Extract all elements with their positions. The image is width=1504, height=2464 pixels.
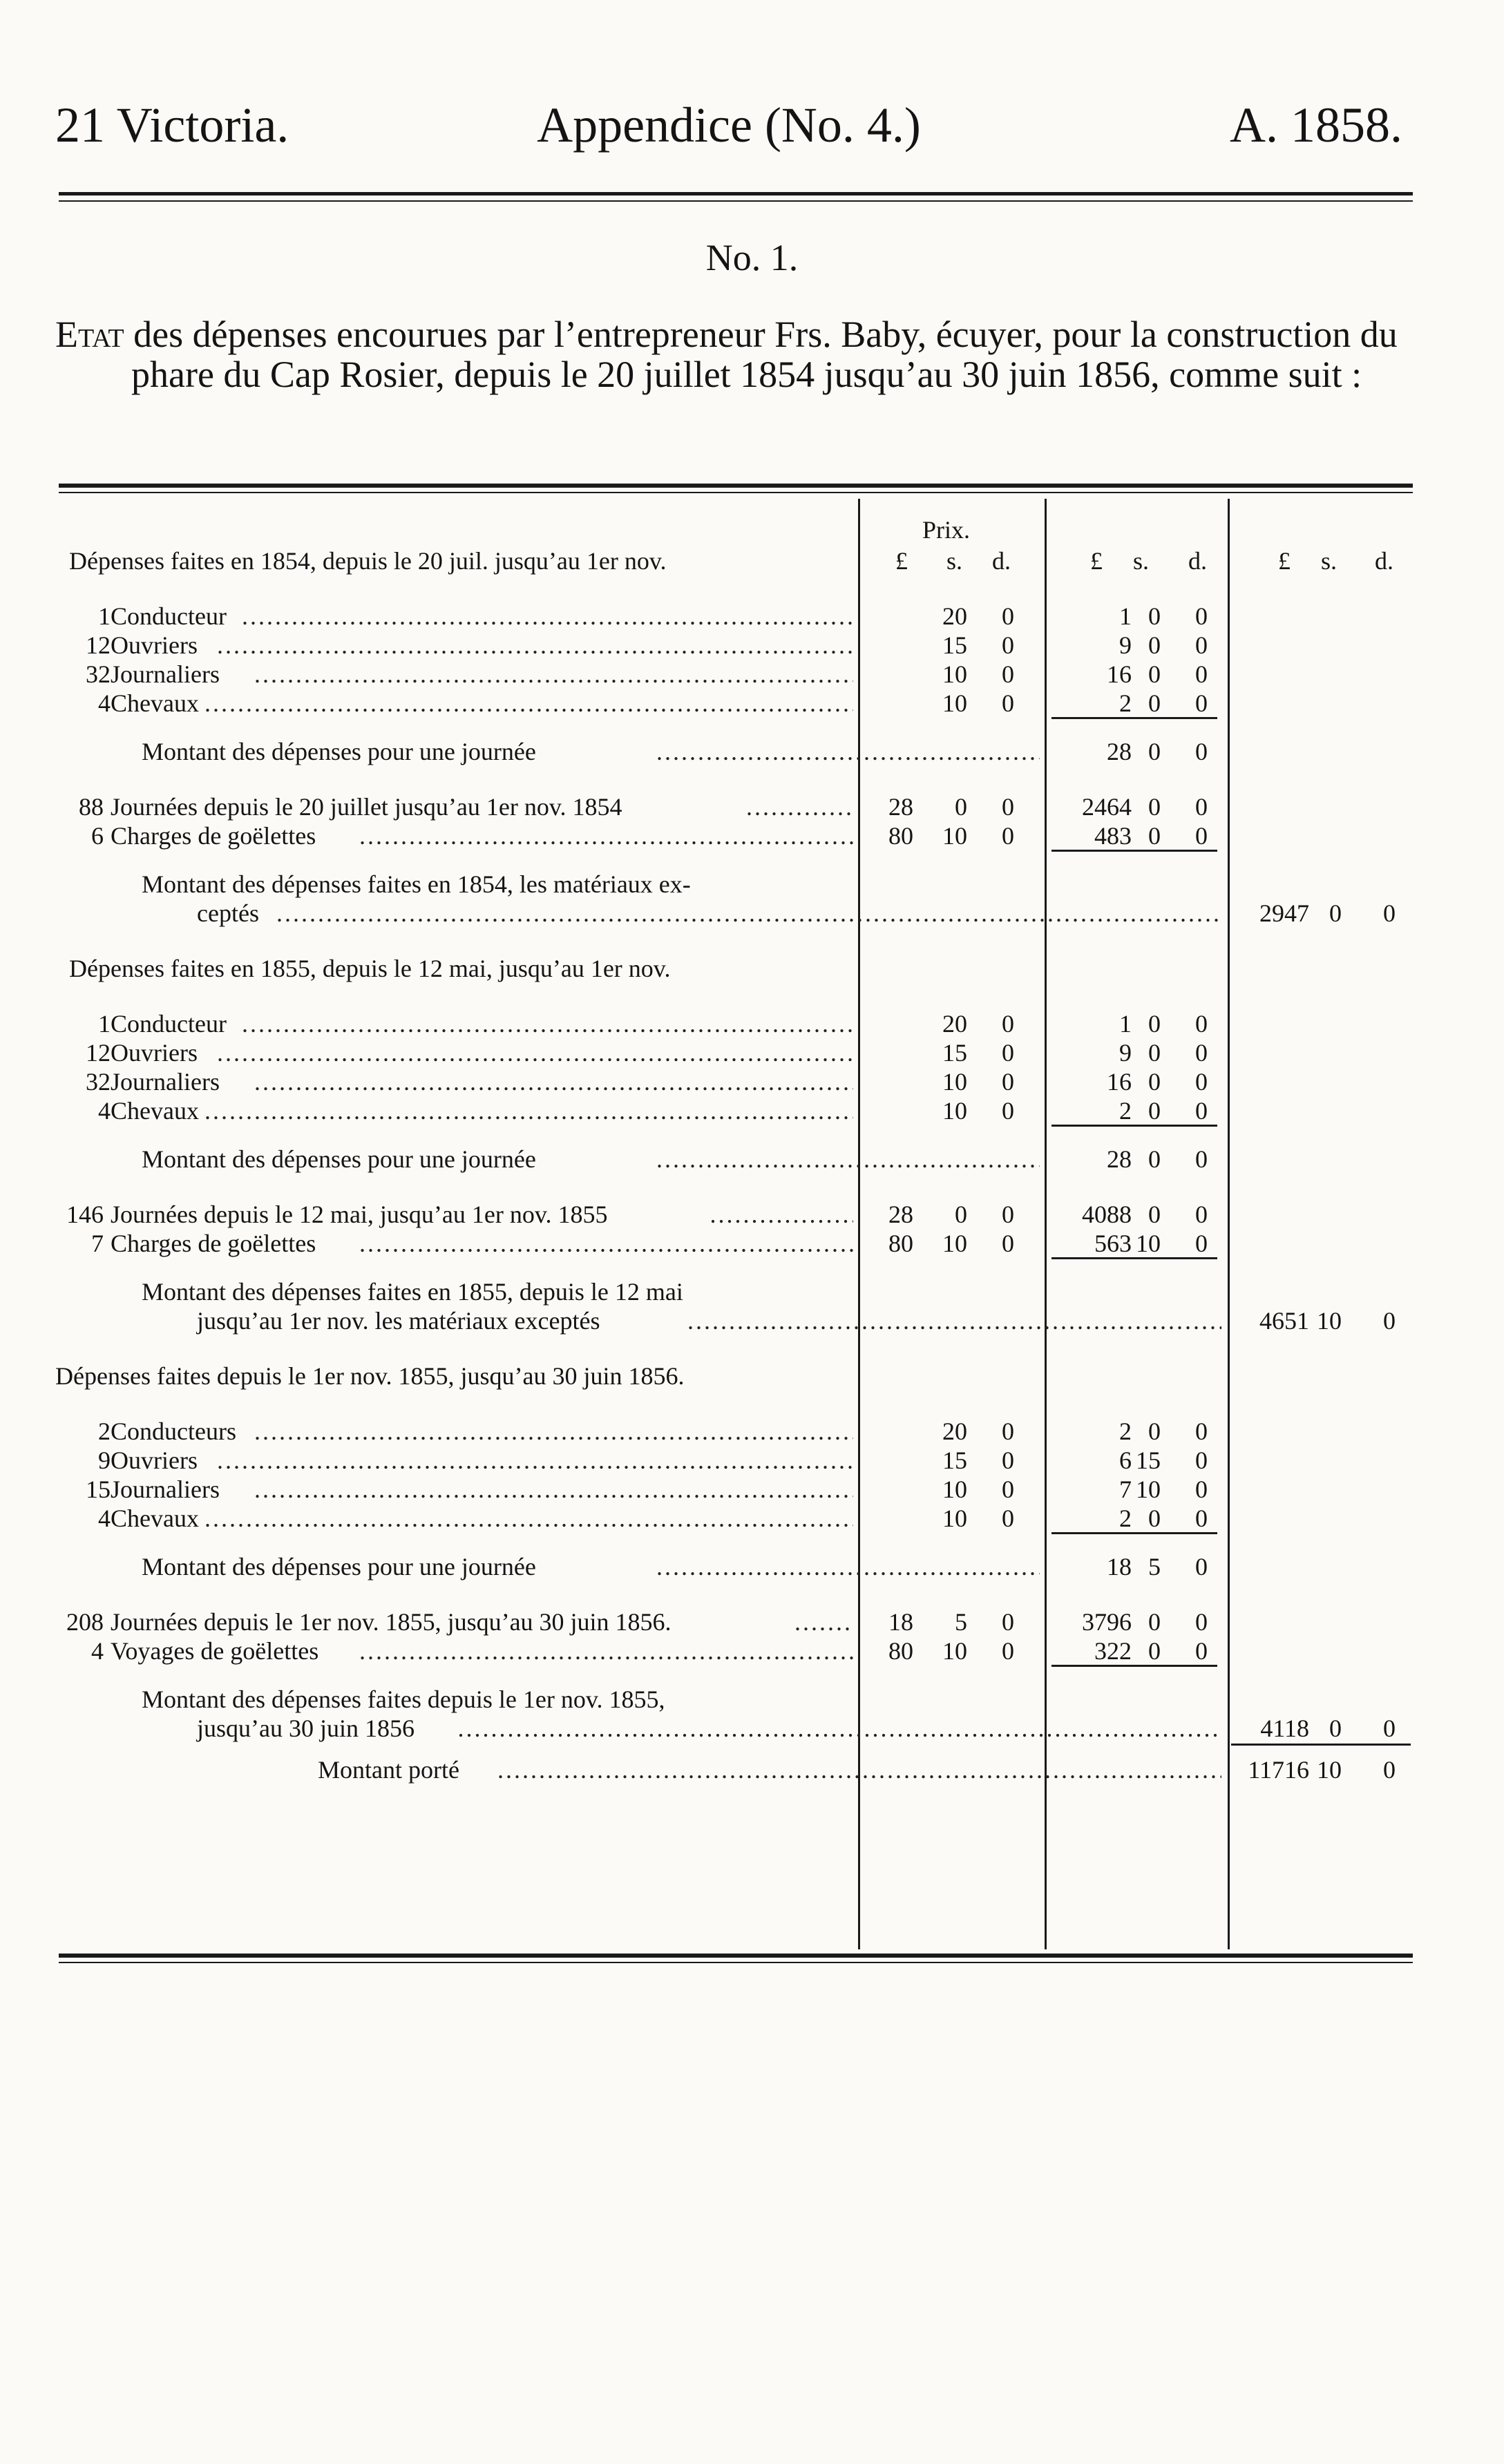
worker-count: 9 [98,1446,111,1474]
item-rate-d: 0 [1002,1230,1014,1257]
subtotal-rule [1051,1125,1217,1127]
worker-count: 1 [98,1010,111,1038]
item-count: 146 [66,1201,104,1228]
section-total-d: 0 [1383,1307,1396,1335]
item-rate-s: 10 [942,1230,967,1257]
item-rate-s: 0 [955,1201,967,1228]
col3-unit-l: £ [1278,547,1291,575]
document-number: No. 1. [705,237,799,278]
expense-table [0,499,1504,1963]
amount-s: 0 [1148,1068,1161,1096]
leader-dots [656,1553,1040,1580]
item-rate-d: 0 [1002,1608,1014,1636]
day-total-l: 28 [1107,738,1132,765]
section-total-l: 4118 [1260,1715,1309,1742]
amount-l: 16 [1107,660,1132,688]
leader-dots [242,602,853,630]
item-rate-d: 0 [1002,822,1014,850]
section-total-d: 0 [1383,899,1396,927]
rate-s: 10 [942,660,967,688]
item-amount-l: 3796 [1082,1608,1132,1636]
leader-dots [254,1417,853,1445]
leader-dots [687,1307,1221,1335]
amount-d: 0 [1195,660,1208,688]
item-amount-d: 0 [1195,1201,1208,1228]
section-total-label-1: Montant des dépenses faites en 1854, les matériaux ex- [142,870,691,898]
section-total-label-1: Montant des dépenses faites depuis le 1er nov. 1855, [142,1685,665,1713]
leader-dots [217,631,853,659]
worker-count: 1 [98,602,111,630]
item-rate-d: 0 [1002,1637,1014,1665]
day-total-s: 0 [1148,738,1161,765]
worker-label: Ouvriers [111,1039,198,1067]
section-total-label-2: ceptés [197,899,259,927]
item-label: Journées depuis le 1er nov. 1855, jusqu’au 30 juin 1856. [111,1608,672,1636]
rate-d: 0 [1002,1505,1014,1532]
item-amount-s: 0 [1148,822,1161,850]
leader-dots [204,1505,853,1532]
col2-unit-s: s. [1133,547,1150,575]
prix-heading: Prix. [922,516,971,544]
header-rule-thin [59,200,1413,202]
rate-d: 0 [1002,602,1014,630]
leader-dots [242,1010,853,1038]
amount-l: 1 [1119,602,1132,630]
worker-count: 15 [86,1475,111,1503]
subtotal-rule [1051,1257,1217,1259]
section-total-s: 10 [1317,1307,1342,1335]
section-total-l: 4651 [1259,1307,1309,1335]
day-total-s: 0 [1148,1145,1161,1173]
amount-s: 0 [1148,660,1161,688]
leader-dots [359,1230,853,1257]
rate-d: 0 [1002,1475,1014,1503]
section-total-d: 0 [1383,1715,1396,1742]
amount-d: 0 [1195,689,1208,717]
leader-dots [458,1715,1222,1742]
worker-count: 32 [86,660,111,688]
worker-count: 12 [86,631,111,659]
item-rate-l: 28 [888,793,913,821]
rate-s: 10 [942,1475,967,1503]
rate-d: 0 [1002,1039,1014,1067]
subtotal-rule [1051,717,1217,719]
amount-d: 0 [1195,631,1208,659]
rate-d: 0 [1002,689,1014,717]
item-amount-s: 0 [1148,1608,1161,1636]
worker-label: Ouvriers [111,631,198,659]
amount-d: 0 [1195,602,1208,630]
section-total-s: 0 [1329,1715,1342,1742]
leader-dots [359,822,853,850]
item-count: 4 [91,1637,104,1665]
amount-s: 0 [1148,631,1161,659]
leader-dots [204,1097,853,1125]
section-heading: Dépenses faites en 1854, depuis le 20 juil. jusqu’au 1er nov. [69,547,667,575]
item-rate-s: 5 [955,1608,967,1636]
intro-lead-word: Etat [55,314,124,355]
header-year: A. 1858. [1230,97,1402,153]
worker-label: Conducteur [111,602,227,630]
leader-dots [217,1446,853,1474]
day-total-l: 18 [1107,1553,1132,1580]
rate-d: 0 [1002,1010,1014,1038]
rate-s: 10 [942,1068,967,1096]
subtotal-rule [1051,1665,1217,1667]
day-total-d: 0 [1195,1145,1208,1173]
item-label: Voyages de goëlettes [111,1637,319,1665]
leader-dots [204,689,853,717]
item-rate-s: 0 [955,793,967,821]
rate-s: 15 [942,1446,967,1474]
item-count: 6 [91,822,104,850]
day-total-d: 0 [1195,738,1208,765]
day-total-label: Montant des dépenses pour une journée [142,738,536,765]
item-amount-l: 2464 [1082,793,1132,821]
amount-d: 0 [1195,1010,1208,1038]
col1-unit-s: s. [946,547,963,575]
amount-l: 9 [1119,1039,1132,1067]
worker-label: Chevaux [111,1097,199,1125]
amount-s: 10 [1136,1475,1161,1503]
section-total-l: 2947 [1259,899,1309,927]
table-bottom-rule-thin [59,1962,1413,1963]
amount-s: 0 [1148,602,1161,630]
col1-unit-l: £ [895,547,908,575]
section-total-s: 0 [1329,899,1342,927]
amount-d: 0 [1195,1446,1208,1474]
leader-dots [497,1756,1221,1784]
leader-dots [359,1637,853,1665]
item-rate-l: 80 [888,1230,913,1257]
leader-dots [746,793,853,821]
amount-l: 2 [1119,1417,1132,1445]
item-amount-l: 563 [1094,1230,1132,1257]
day-total-s: 5 [1148,1553,1161,1580]
item-amount-d: 0 [1195,1230,1208,1257]
section-heading: Dépenses faites en 1855, depuis le 12 mai, jusqu’au 1er nov. [69,955,671,982]
leader-dots [710,1201,854,1228]
grand-total-l: 11716 [1248,1756,1309,1784]
leader-dots [217,1039,853,1067]
section-total-label-2: jusqu’au 1er nov. les matériaux exceptés [197,1307,600,1335]
item-rate-d: 0 [1002,793,1014,821]
worker-count: 4 [98,1097,111,1125]
item-amount-s: 0 [1148,1637,1161,1665]
col3-unit-d: d. [1375,547,1393,575]
item-count: 208 [66,1608,104,1636]
worker-count: 32 [86,1068,111,1096]
amount-s: 0 [1148,1010,1161,1038]
day-total-d: 0 [1195,1553,1208,1580]
subtotal-rule [1051,850,1217,852]
rate-s: 10 [942,1505,967,1532]
amount-s: 0 [1148,1417,1161,1445]
table-top-rule-thick [59,484,1413,488]
rate-d: 0 [1002,631,1014,659]
grand-total-s: 10 [1317,1756,1342,1784]
worker-count: 12 [86,1039,111,1067]
rate-d: 0 [1002,1417,1014,1445]
leader-dots [254,660,853,688]
col1-unit-d: d. [992,547,1011,575]
rate-d: 0 [1002,660,1014,688]
item-amount-d: 0 [1195,1637,1208,1665]
item-rate-l: 18 [888,1608,913,1636]
worker-count: 4 [98,1505,111,1532]
item-rate-s: 10 [942,1637,967,1665]
item-amount-d: 0 [1195,1608,1208,1636]
item-rate-s: 10 [942,822,967,850]
amount-d: 0 [1195,1417,1208,1445]
item-amount-s: 0 [1148,1201,1161,1228]
header-title: Appendice (No. 4.) [537,97,921,153]
grand-total-d: 0 [1383,1756,1396,1784]
amount-l: 1 [1119,1010,1132,1038]
rate-s: 15 [942,631,967,659]
section-total-label-2: jusqu’au 30 juin 1856 [197,1715,415,1742]
amount-l: 2 [1119,1097,1132,1125]
item-label: Charges de goëlettes [111,822,316,850]
worker-count: 4 [98,689,111,717]
rate-d: 0 [1002,1097,1014,1125]
rate-s: 10 [942,1097,967,1125]
rate-s: 15 [942,1039,967,1067]
intro-text: des dépenses encourues par l’entrepreneur Frs. Baby, écuyer, pour la construction du phare du Cap Rosier, depuis le 20 juillet 1854 jusqu’au 30 juin 1856, comme suit : [124,314,1398,395]
intro-paragraph [55,314,1409,394]
leader-dots [276,899,1221,927]
col3-unit-s: s. [1321,547,1338,575]
amount-l: 2 [1119,689,1132,717]
amount-l: 7 [1119,1475,1132,1503]
section-total-label-1: Montant des dépenses faites en 1855, depuis le 12 mai [142,1278,683,1306]
item-rate-d: 0 [1002,1201,1014,1228]
item-label: Charges de goëlettes [111,1230,316,1257]
item-rate-l: 80 [888,1637,913,1665]
grand-total-rule [1231,1744,1411,1746]
amount-d: 0 [1195,1505,1208,1532]
rate-s: 10 [942,689,967,717]
amount-l: 2 [1119,1505,1132,1532]
item-amount-l: 4088 [1082,1201,1132,1228]
amount-s: 15 [1136,1446,1161,1474]
item-amount-s: 10 [1136,1230,1161,1257]
amount-s: 0 [1148,1039,1161,1067]
day-total-l: 28 [1107,1145,1132,1173]
leader-dots [656,738,1040,765]
amount-l: 6 [1119,1446,1132,1474]
col2-unit-l: £ [1090,547,1103,575]
amount-d: 0 [1195,1068,1208,1096]
col2-unit-d: d. [1188,547,1207,575]
rate-d: 0 [1002,1446,1014,1474]
day-total-label: Montant des dépenses pour une journée [142,1553,536,1580]
amount-s: 0 [1148,1097,1161,1125]
item-count: 88 [79,793,104,821]
day-total-label: Montant des dépenses pour une journée [142,1145,536,1173]
column-divider-3 [1228,499,1230,1949]
worker-label: Chevaux [111,1505,199,1532]
leader-dots [254,1068,853,1096]
item-rate-l: 28 [888,1201,913,1228]
item-amount-d: 0 [1195,822,1208,850]
rate-s: 20 [942,1010,967,1038]
grand-total-label: Montant porté [318,1756,459,1784]
worker-label: Conducteurs [111,1417,236,1445]
page-header [55,97,1402,166]
worker-label: Journaliers [111,660,220,688]
item-count: 7 [91,1230,104,1257]
header-rule-thick [59,192,1413,195]
header-session: 21 Victoria. [55,97,289,153]
item-amount-l: 322 [1094,1637,1132,1665]
worker-label: Conducteur [111,1010,227,1038]
rate-s: 20 [942,1417,967,1445]
amount-d: 0 [1195,1039,1208,1067]
amount-d: 0 [1195,1475,1208,1503]
table-bottom-rule-thick [59,1954,1413,1958]
rate-s: 20 [942,602,967,630]
leader-dots [656,1145,1040,1173]
worker-count: 2 [98,1417,111,1445]
leader-dots [254,1475,853,1503]
amount-l: 9 [1119,631,1132,659]
amount-d: 0 [1195,1097,1208,1125]
amount-l: 16 [1107,1068,1132,1096]
item-label: Journées depuis le 20 juillet jusqu’au 1er nov. 1854 [111,793,622,821]
item-amount-l: 483 [1094,822,1132,850]
item-amount-d: 0 [1195,793,1208,821]
worker-label: Journaliers [111,1475,220,1503]
worker-label: Journaliers [111,1068,220,1096]
section-heading: Dépenses faites depuis le 1er nov. 1855, jusqu’au 30 juin 1856. [55,1362,685,1390]
worker-label: Ouvriers [111,1446,198,1474]
item-amount-s: 0 [1148,793,1161,821]
worker-label: Chevaux [111,689,199,717]
item-label: Journées depuis le 12 mai, jusqu’au 1er nov. 1855 [111,1201,608,1228]
amount-s: 0 [1148,689,1161,717]
amount-s: 0 [1148,1505,1161,1532]
subtotal-rule [1051,1532,1217,1534]
table-top-rule-thin [59,492,1413,493]
rate-d: 0 [1002,1068,1014,1096]
item-rate-l: 80 [888,822,913,850]
